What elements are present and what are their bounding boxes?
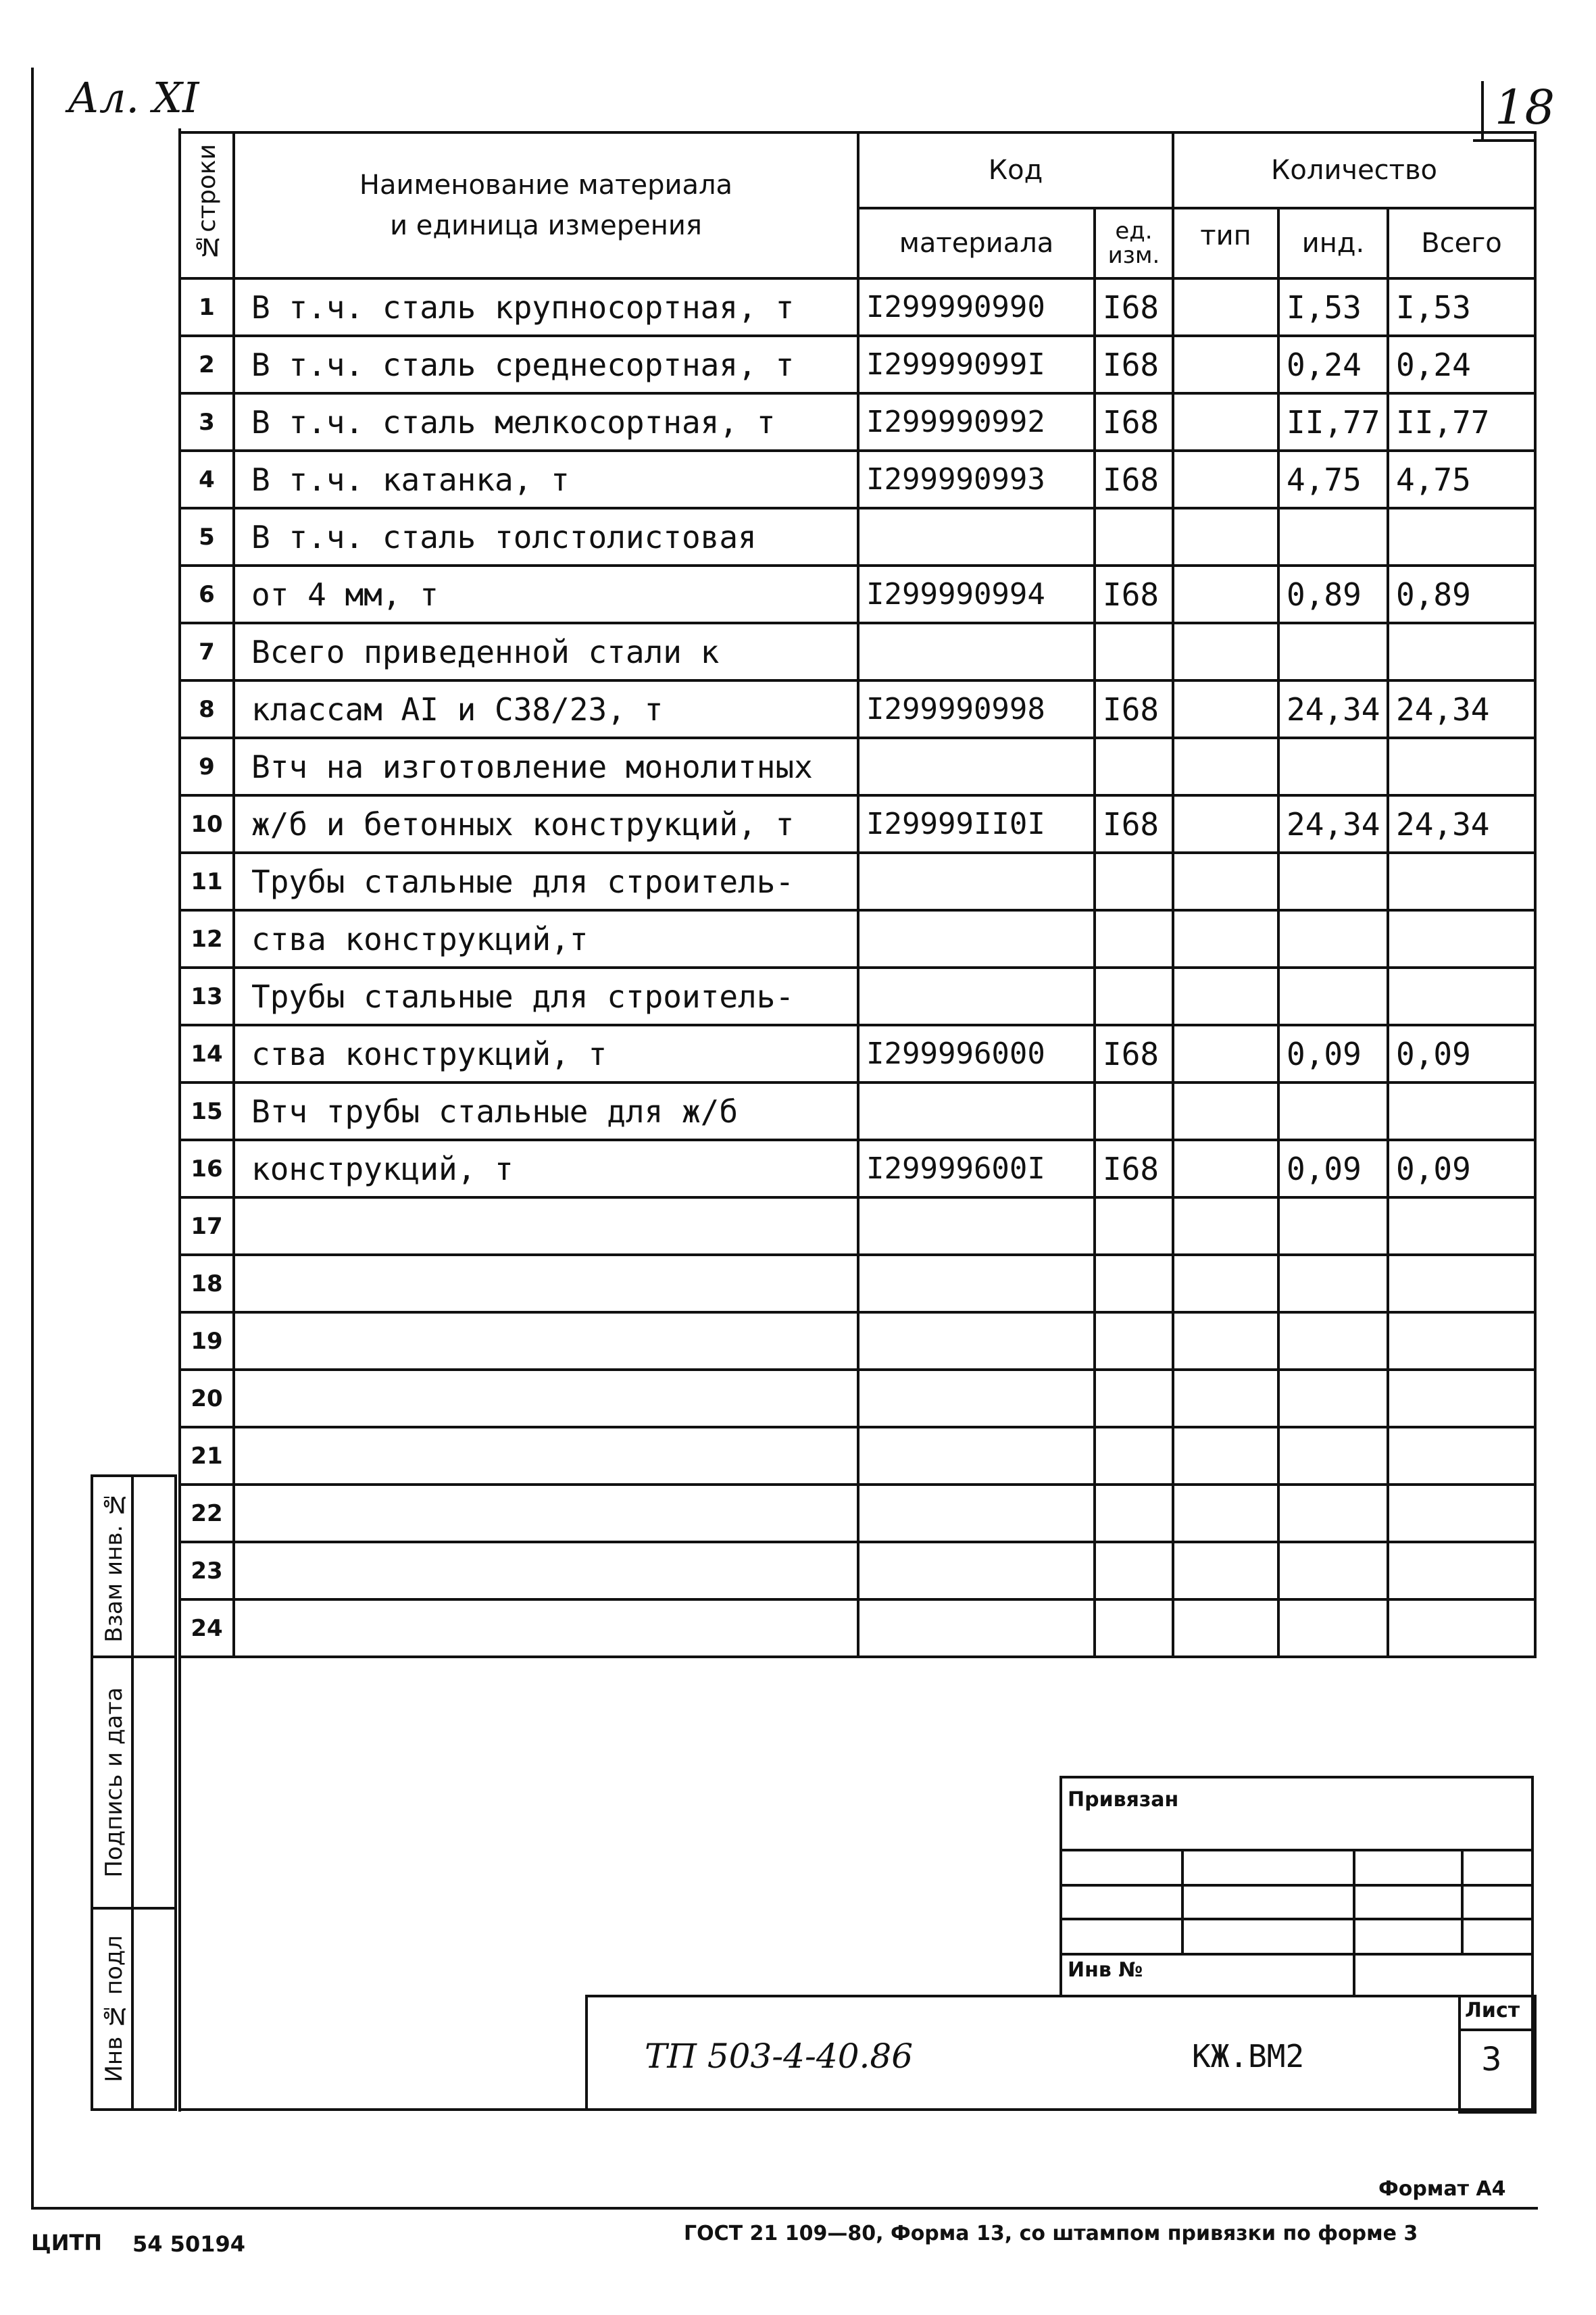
qty-total-cell — [1388, 1197, 1535, 1255]
material-name-cell: ства конструкций,т — [234, 910, 858, 968]
row-number-cell: 4 — [180, 451, 234, 508]
material-code-cell — [858, 968, 1095, 1025]
material-code-cell — [858, 1312, 1095, 1370]
qty-ind-cell: II,77 — [1278, 393, 1388, 451]
side-stamp-original-inv — [91, 1907, 177, 2111]
unit-code-cell: I68 — [1095, 336, 1173, 393]
qty-ind-cell: 24,34 — [1278, 795, 1388, 853]
header-quantity: Количество — [1173, 132, 1535, 208]
row-number-cell: 13 — [180, 968, 234, 1025]
qty-type-cell — [1173, 508, 1278, 566]
unit-code-cell — [1095, 1312, 1173, 1370]
header-qty-total: Всего — [1388, 208, 1535, 278]
qty-type-cell — [1173, 1140, 1278, 1197]
row-number-cell: 15 — [180, 1082, 234, 1140]
material-code-cell: I299990998 — [858, 680, 1095, 738]
table-row — [180, 1197, 1535, 1255]
row-number-cell: 19 — [180, 1312, 234, 1370]
unit-code-cell — [1095, 1599, 1173, 1657]
qty-type-cell — [1173, 1312, 1278, 1370]
header-unit — [1095, 208, 1173, 278]
table-row — [180, 451, 1535, 508]
table-row — [180, 853, 1535, 910]
side-stamp-signature-label: Подпись и дата — [101, 1687, 128, 1878]
material-code-cell — [858, 1082, 1095, 1140]
table-row — [180, 1140, 1535, 1197]
qty-total-cell — [1388, 968, 1535, 1025]
document-code: КЖ.ВМ2 — [1192, 2038, 1305, 2074]
material-name-cell: Всего приведенной стали к — [234, 623, 858, 680]
material-name-cell — [234, 1427, 858, 1485]
format-label: Формат А4 — [1378, 2177, 1506, 2201]
material-name-cell — [234, 1255, 858, 1312]
unit-code-cell: I68 — [1095, 566, 1173, 623]
qty-type-cell — [1173, 1370, 1278, 1427]
unit-code-cell — [1095, 1370, 1173, 1427]
header-code-material: материала — [858, 208, 1095, 278]
qty-type-cell — [1173, 451, 1278, 508]
row-number-cell: 12 — [180, 910, 234, 968]
material-name-cell: Втч трубы стальные для ж/б — [234, 1082, 858, 1140]
material-name-cell: В т.ч. сталь среднесортная, т — [234, 336, 858, 393]
qty-type-cell — [1173, 1197, 1278, 1255]
qty-ind-cell: 0,89 — [1278, 566, 1388, 623]
qty-total-cell: 0,09 — [1388, 1140, 1535, 1197]
qty-total-cell — [1388, 623, 1535, 680]
unit-code-cell — [1095, 1542, 1173, 1599]
unit-code-cell: I68 — [1095, 680, 1173, 738]
row-number-cell: 23 — [180, 1542, 234, 1599]
qty-total-cell — [1388, 738, 1535, 795]
qty-ind-cell — [1278, 1599, 1388, 1657]
sheet-number: 3 — [1481, 2041, 1502, 2078]
row-number-cell: 7 — [180, 623, 234, 680]
unit-code-cell — [1095, 1427, 1173, 1485]
qty-type-cell — [1173, 566, 1278, 623]
qty-total-cell — [1388, 1255, 1535, 1312]
qty-total-cell — [1388, 1599, 1535, 1657]
unit-code-cell: I68 — [1095, 1025, 1173, 1082]
qty-total-cell — [1388, 1370, 1535, 1427]
qty-total-cell: II,77 — [1388, 393, 1535, 451]
qty-ind-cell — [1278, 853, 1388, 910]
material-name-cell: В т.ч. катанка, т — [234, 451, 858, 508]
qty-ind-cell: 4,75 — [1278, 451, 1388, 508]
table-row — [180, 1082, 1535, 1140]
qty-type-cell — [1173, 1542, 1278, 1599]
row-number-cell: 16 — [180, 1140, 234, 1197]
material-name-cell — [234, 1485, 858, 1542]
attachment-stamp — [1059, 1776, 1534, 1997]
qty-ind-cell — [1278, 623, 1388, 680]
qty-total-cell: 4,75 — [1388, 451, 1535, 508]
frame-left-line — [31, 68, 34, 2210]
material-name-cell: ж/б и бетонных конструкций, т — [234, 795, 858, 853]
row-number-cell: 11 — [180, 853, 234, 910]
side-stamp-signature — [91, 1656, 177, 1910]
qty-ind-cell — [1278, 910, 1388, 968]
unit-code-cell — [1095, 968, 1173, 1025]
row-number-cell: 5 — [180, 508, 234, 566]
qty-type-cell — [1173, 278, 1278, 336]
side-stamp-original-inv-label: Инв № подл — [101, 1935, 128, 2083]
qty-ind-cell — [1278, 1082, 1388, 1140]
attachment-inv-label: Инв № — [1068, 1958, 1143, 1982]
row-number-cell: 1 — [180, 278, 234, 336]
qty-type-cell — [1173, 795, 1278, 853]
qty-total-cell: I,53 — [1388, 278, 1535, 336]
material-name-cell: Трубы стальные для строитель- — [234, 968, 858, 1025]
unit-code-cell — [1095, 1255, 1173, 1312]
qty-ind-cell — [1278, 1197, 1388, 1255]
table-row — [180, 1312, 1535, 1370]
row-number-cell: 8 — [180, 680, 234, 738]
material-name-cell — [234, 1370, 858, 1427]
qty-ind-cell — [1278, 508, 1388, 566]
table-row — [180, 1542, 1535, 1599]
qty-total-cell — [1388, 910, 1535, 968]
material-code-cell — [858, 1370, 1095, 1427]
qty-type-cell — [1173, 1599, 1278, 1657]
qty-type-cell — [1173, 853, 1278, 910]
qty-total-cell — [1388, 1542, 1535, 1599]
table-row — [180, 1255, 1535, 1312]
row-number-cell: 14 — [180, 1025, 234, 1082]
qty-ind-cell — [1278, 1427, 1388, 1485]
qty-ind-cell: I,53 — [1278, 278, 1388, 336]
table-row — [180, 738, 1535, 795]
unit-code-cell: I68 — [1095, 795, 1173, 853]
material-code-cell: I299990990 — [858, 278, 1095, 336]
qty-type-cell — [1173, 1255, 1278, 1312]
table-row — [180, 1025, 1535, 1082]
header-material-name-line1: Наименование материала — [359, 170, 733, 201]
publisher: ЦИТП — [31, 2230, 103, 2256]
material-code-cell — [858, 1427, 1095, 1485]
table-row — [180, 1485, 1535, 1542]
order-number: 54 50194 — [132, 2231, 245, 2257]
row-number-cell: 21 — [180, 1427, 234, 1485]
qty-total-cell — [1388, 508, 1535, 566]
unit-code-cell: I68 — [1095, 393, 1173, 451]
row-number-cell: 18 — [180, 1255, 234, 1312]
sheet-label: Лист — [1465, 1999, 1520, 2022]
unit-code-cell — [1095, 508, 1173, 566]
qty-type-cell — [1173, 968, 1278, 1025]
qty-total-cell — [1388, 1082, 1535, 1140]
material-code-cell — [858, 623, 1095, 680]
qty-ind-cell: 0,09 — [1278, 1140, 1388, 1197]
qty-type-cell — [1173, 910, 1278, 968]
row-number-cell: 17 — [180, 1197, 234, 1255]
material-code-cell — [858, 1599, 1095, 1657]
table-row — [180, 795, 1535, 853]
qty-ind-cell — [1278, 1542, 1388, 1599]
material-code-cell: I299996000 — [858, 1025, 1095, 1082]
qty-type-cell — [1173, 1082, 1278, 1140]
material-code-cell: I299990992 — [858, 393, 1095, 451]
unit-code-cell — [1095, 1082, 1173, 1140]
row-number-cell: 22 — [180, 1485, 234, 1542]
material-name-cell: ства конструкций, т — [234, 1025, 858, 1082]
frame-bottom-line — [31, 2207, 1538, 2210]
material-code-cell: I299990994 — [858, 566, 1095, 623]
qty-type-cell — [1173, 738, 1278, 795]
qty-ind-cell — [1278, 968, 1388, 1025]
table-row — [180, 1427, 1535, 1485]
header-row-number — [180, 132, 234, 278]
header-unit-line2: изм. — [1107, 242, 1160, 269]
table-row — [180, 680, 1535, 738]
qty-total-cell: 0,09 — [1388, 1025, 1535, 1082]
attachment-stamp-title: Привязан — [1068, 1788, 1179, 1812]
table-row — [180, 278, 1535, 336]
album-label: Ал. XI — [68, 73, 199, 122]
unit-code-cell: I68 — [1095, 1140, 1173, 1197]
header-row-number-label: №строки — [193, 144, 221, 260]
header-code: Код — [858, 132, 1173, 208]
material-code-cell — [858, 1197, 1095, 1255]
material-code-cell: I299990993 — [858, 451, 1095, 508]
materials-table — [178, 131, 1537, 1658]
material-code-cell — [858, 738, 1095, 795]
row-number-cell: 3 — [180, 393, 234, 451]
unit-code-cell — [1095, 738, 1173, 795]
unit-code-cell — [1095, 623, 1173, 680]
table-row — [180, 336, 1535, 393]
side-stamp-replace-inv-label: Взам инв. № — [101, 1490, 128, 1643]
qty-ind-cell: 24,34 — [1278, 680, 1388, 738]
qty-type-cell — [1173, 1025, 1278, 1082]
unit-code-cell — [1095, 1485, 1173, 1542]
row-number-cell: 20 — [180, 1370, 234, 1427]
qty-total-cell — [1388, 1427, 1535, 1485]
material-name-cell: конструкций, т — [234, 1140, 858, 1197]
material-code-cell: I29999II0I — [858, 795, 1095, 853]
unit-code-cell — [1095, 853, 1173, 910]
qty-total-cell: 24,34 — [1388, 795, 1535, 853]
row-number-cell: 24 — [180, 1599, 234, 1657]
gost-reference: ГОСТ 21 109—80, Форма 13, со штампом привязки по форме 3 — [684, 2222, 1418, 2245]
sheet-cell — [1458, 1995, 1537, 2114]
qty-total-cell — [1388, 1485, 1535, 1542]
qty-ind-cell — [1278, 1255, 1388, 1312]
unit-code-cell: I68 — [1095, 278, 1173, 336]
header-material-name-line2: и единица измерения — [390, 210, 702, 241]
material-code-cell: I29999099I — [858, 336, 1095, 393]
material-code-cell — [858, 1542, 1095, 1599]
page-number: 18 — [1495, 80, 1555, 135]
qty-ind-cell: 0,09 — [1278, 1025, 1388, 1082]
qty-ind-cell — [1278, 1370, 1388, 1427]
table-row — [180, 508, 1535, 566]
header-unit-line1: ед. — [1115, 218, 1153, 245]
qty-type-cell — [1173, 623, 1278, 680]
project-code: ТП 503-4-40.86 — [645, 2037, 914, 2076]
qty-total-cell — [1388, 1312, 1535, 1370]
unit-code-cell: I68 — [1095, 451, 1173, 508]
qty-ind-cell — [1278, 1312, 1388, 1370]
qty-ind-cell — [1278, 738, 1388, 795]
material-name-cell: от 4 мм, т — [234, 566, 858, 623]
qty-ind-cell — [1278, 1485, 1388, 1542]
qty-total-cell: 0,24 — [1388, 336, 1535, 393]
unit-code-cell — [1095, 910, 1173, 968]
material-name-cell: В т.ч. сталь крупносортная, т — [234, 278, 858, 336]
material-name-cell: В т.ч. сталь толстолистовая — [234, 508, 858, 566]
qty-type-cell — [1173, 1485, 1278, 1542]
unit-code-cell — [1095, 1197, 1173, 1255]
qty-type-cell — [1173, 680, 1278, 738]
title-block — [585, 1995, 1534, 2111]
qty-total-cell — [1388, 853, 1535, 910]
material-name-cell — [234, 1197, 858, 1255]
material-name-cell — [234, 1312, 858, 1370]
header-qty-ind: инд. — [1278, 208, 1388, 278]
side-stamp-replace-inv — [91, 1474, 177, 1658]
row-number-cell: 6 — [180, 566, 234, 623]
material-name-cell: Трубы стальные для строитель- — [234, 853, 858, 910]
material-code-cell: I29999600I — [858, 1140, 1095, 1197]
qty-type-cell — [1173, 393, 1278, 451]
material-code-cell — [858, 1485, 1095, 1542]
qty-type-cell — [1173, 1427, 1278, 1485]
header-material-name — [234, 132, 858, 278]
material-name-cell: Втч на изготовление монолитных — [234, 738, 858, 795]
header-qty-type: тип — [1173, 208, 1278, 278]
row-number-cell: 9 — [180, 738, 234, 795]
material-name-cell — [234, 1542, 858, 1599]
table-row — [180, 910, 1535, 968]
row-number-cell: 2 — [180, 336, 234, 393]
table-row — [180, 968, 1535, 1025]
table-row — [180, 1599, 1535, 1657]
table-row — [180, 1370, 1535, 1427]
material-name-cell: В т.ч. сталь мелкосортная, т — [234, 393, 858, 451]
qty-ind-cell: 0,24 — [1278, 336, 1388, 393]
row-number-cell: 10 — [180, 795, 234, 853]
material-code-cell — [858, 910, 1095, 968]
qty-type-cell — [1173, 336, 1278, 393]
table-row — [180, 623, 1535, 680]
table-row — [180, 566, 1535, 623]
material-code-cell — [858, 1255, 1095, 1312]
qty-total-cell: 0,89 — [1388, 566, 1535, 623]
material-name-cell: классам AI и С38/23, т — [234, 680, 858, 738]
qty-total-cell: 24,34 — [1388, 680, 1535, 738]
material-code-cell — [858, 853, 1095, 910]
material-code-cell — [858, 508, 1095, 566]
material-name-cell — [234, 1599, 858, 1657]
table-row — [180, 393, 1535, 451]
